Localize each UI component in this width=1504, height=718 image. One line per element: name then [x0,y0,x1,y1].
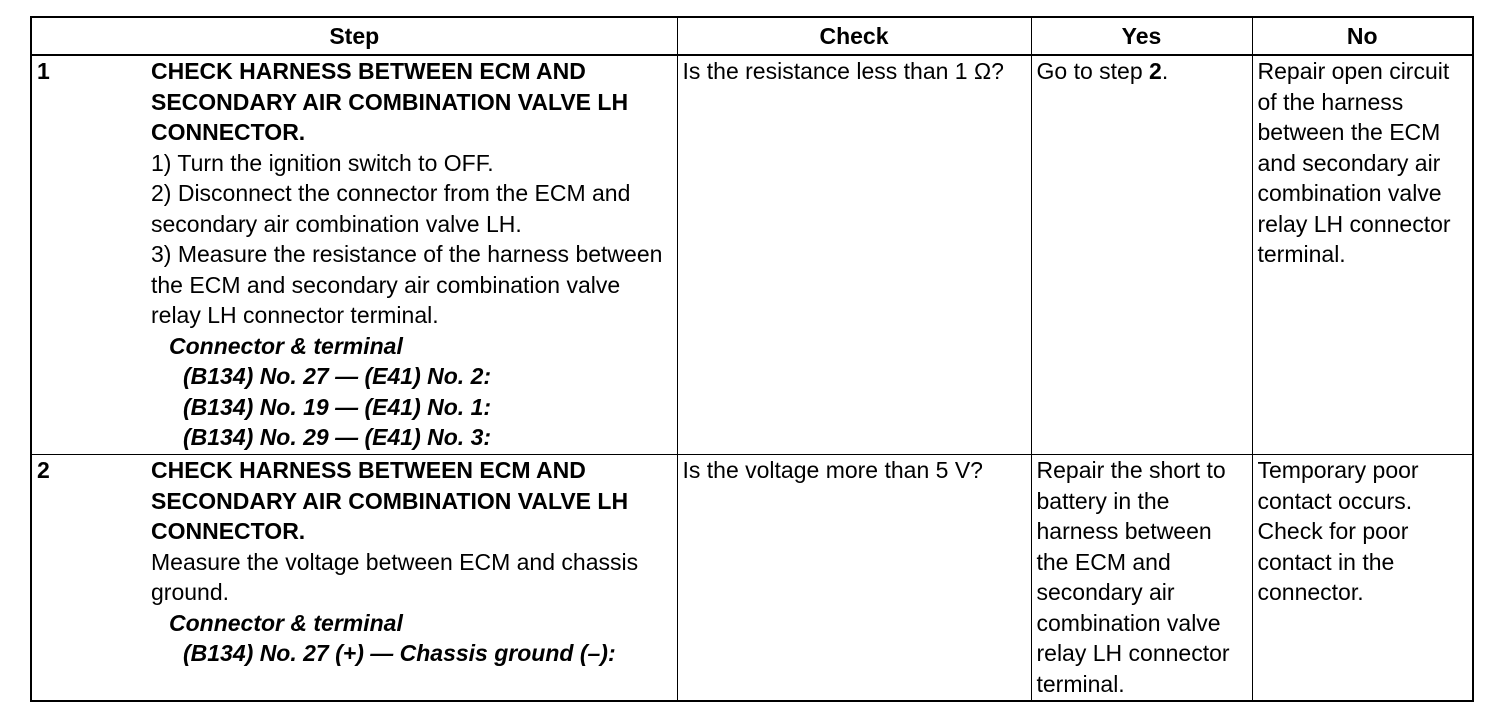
yes-text: Go to step [1036,58,1150,84]
yes-step-link: 2 [1149,58,1162,84]
table-row [32,455,1472,701]
no-cell: Repair open circuit of the harness between the ECM and secondary air combination valve relay LH connector terminal. [1252,55,1472,455]
connector-terminal-line: (B134) No. 19 — (E41) No. 1: [183,393,492,420]
table-row [32,55,1472,455]
check-cell: Is the voltage more than 5 V? [677,455,1031,701]
yes-suffix: . [1161,58,1169,84]
connector-terminal-line: (B134) No. 27 (+) — Chassis ground (–): [183,640,616,666]
step-title: CHECK HARNESS BETWEEN ECM AND SECONDARY AIR COMBINATION VALVE LH CONNECTOR. [151,457,629,544]
step-instruction: 1) Turn the ignition switch to OFF. [151,149,494,176]
connector-terminal-label: Connector & terminal [169,332,403,359]
step-instruction: 2) Disconnect the connector from the ECM and secondary air combination valve LH. [151,180,631,237]
no-cell: Temporary poor contact occurs. Check for poor contact in the connector. [1252,455,1472,701]
step-title: CHECK HARNESS BETWEEN ECM AND SECONDARY AIR COMBINATION VALVE LH CONNECTOR. [151,58,629,145]
step-cell [32,55,677,455]
step-cell [32,455,677,701]
diagnostic-table-frame [30,16,1474,702]
yes-cell: Repair the short to battery in the harness between the ECM and secondary air combination valve relay LH connector terminal. [1031,455,1252,701]
header-row [32,18,1472,55]
step-number: 1 [37,58,50,84]
connector-terminal-line: (B134) No. 27 — (E41) No. 2: [183,363,492,389]
header-check: Check [677,18,1031,55]
step-number: 2 [37,457,50,483]
header-no: No [1252,18,1472,55]
diagnostic-table [32,18,1472,700]
step-instruction: 3) Measure the resistance of the harness between the ECM and secondary air combination valve relay LH connector terminal. [151,241,663,328]
step-instruction: Measure the voltage between ECM and chassis ground. [151,548,639,605]
header-yes: Yes [1031,18,1252,55]
yes-cell [1031,55,1252,455]
connector-terminal-label: Connector & terminal [169,609,403,636]
header-step: Step [32,18,677,55]
check-cell: Is the resistance less than 1 Ω? [677,55,1031,455]
connector-terminal-line: (B134) No. 29 — (E41) No. 3: [183,424,492,450]
